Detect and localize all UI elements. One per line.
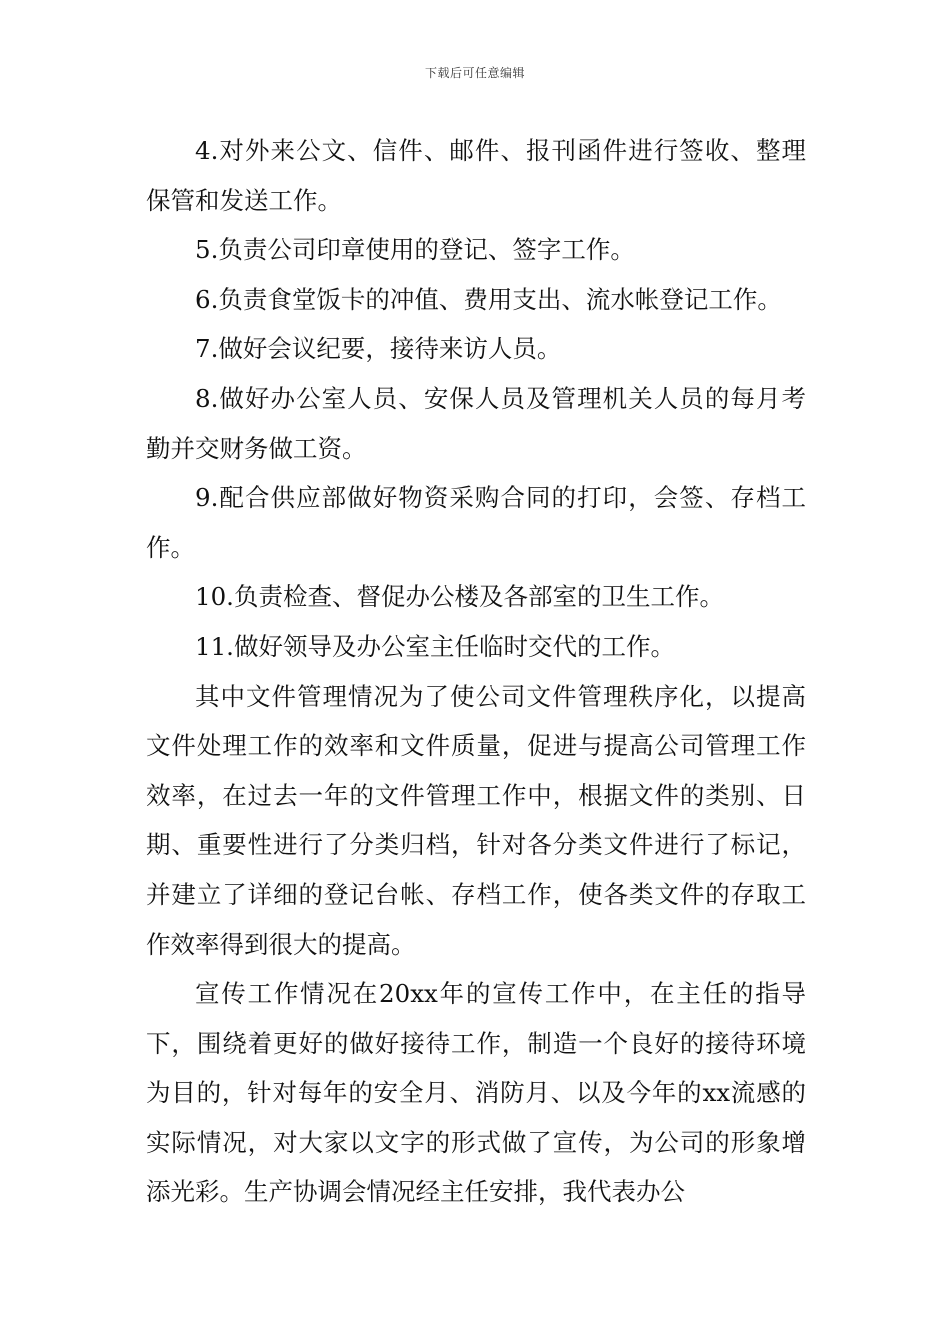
paragraph-item-8: 8.做好办公室人员、安保人员及管理机关人员的每月考勤并交财务做工资。	[146, 383, 806, 463]
paragraph-item-11: 11.做好领导及办公室主任临时交代的工作。	[195, 631, 675, 661]
paragraph-file-management: 其中文件管理情况为了使公司文件管理秩序化，以提高文件处理工作的效率和文件质量，促进与提高公司管理工作效率，在过去一年的文件管理工作中，根据文件的类别、日期、重要性进行了分类归档，针对各分类文件进行了标记，并建立了详细的登记台帐、存档工作，使各类文件的存取工作效率得到很大的提高。	[146, 681, 806, 959]
document-body	[146, 126, 806, 1217]
paragraph-item-9: 9.配合供应部做好物资采购合同的打印，会签、存档工作。	[146, 483, 806, 562]
page-header: 下载后可任意编辑	[424, 66, 525, 80]
paragraph-item-7: 7.做好会议纪要，接待来访人员。	[195, 334, 562, 364]
paragraph-publicity-work: 宣传工作情况在20xx年的宣传工作中，在主任的指导下，围绕着更好的做好接待工作，制造一个良好的接待环境为目的，针对每年的安全月、消防月、以及今年的xx流感的实际情况，对大家以文字的形式做了宣传，为公司的形象增添光彩。生产协调会情况经主任安排，我代表办公	[146, 979, 806, 1207]
paragraph-item-10: 10.负责检查、督促办公楼及各部室的卫生工作。	[195, 582, 724, 612]
paragraph-item-5: 5.负责公司印章使用的登记、签字工作。	[195, 235, 635, 265]
paragraph-item-6: 6.负责食堂饭卡的冲值、费用支出、流水帐登记工作。	[195, 284, 782, 314]
paragraph-item-4: 4.对外来公文、信件、邮件、报刊函件进行签收、整理保管和发送工作。	[146, 136, 806, 215]
